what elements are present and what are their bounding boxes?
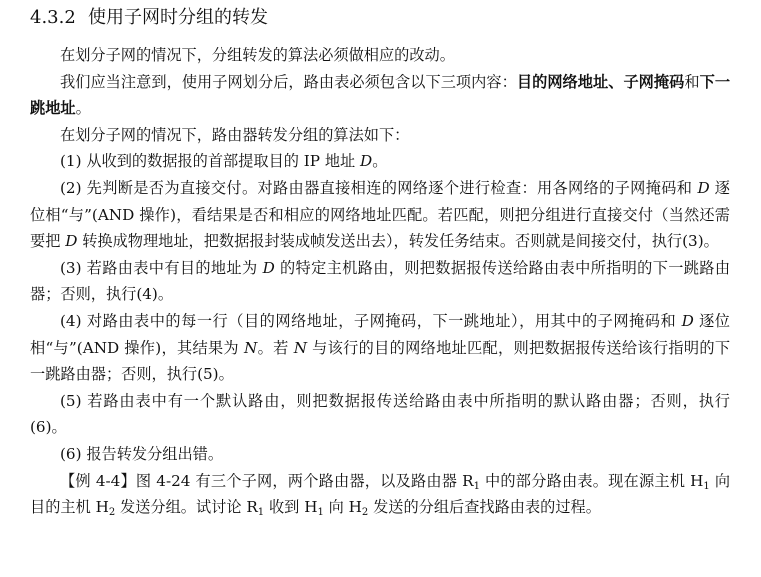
text: 逐位相“与”(AND 操作)，其结果为: [30, 311, 730, 357]
variable: D: [681, 311, 694, 330]
text: 和: [684, 72, 700, 91]
step-1: [30, 148, 730, 175]
text: 。若: [257, 338, 294, 357]
text: (3) 若路由表中有目的地址为: [60, 258, 263, 277]
subscript: 1: [703, 480, 710, 492]
variable: N: [293, 338, 308, 357]
variable: D: [65, 232, 78, 251]
paragraph-1: [30, 42, 730, 69]
text: (2) 先判断是否为直接交付。对路由器直接相连的网络逐个进行检查：用各网络的子网掩码和: [60, 178, 698, 197]
text: 中的部分路由表。现在源主机 H: [479, 471, 704, 490]
subscript: 2: [108, 507, 116, 519]
text: 与该行的目的网络地址匹配，则把数据报传送给该行指明的下一跳路由器；否则，执行(5)。: [30, 338, 731, 384]
step-3: [30, 255, 730, 308]
text: 。: [75, 99, 91, 118]
paragraph-3: [30, 122, 730, 149]
section-number: 4.3.2: [30, 7, 76, 28]
step-4: [30, 308, 730, 388]
text: 我们应当注意到，使用子网划分后，路由表必须包含以下三项内容：: [60, 72, 517, 91]
section-title: 使用子网时分组的转发: [88, 7, 268, 28]
text: (6) 报告转发分组出错。: [60, 444, 224, 463]
text: 在划分子网的情况下，分组转发的算法必须做相应的改动。: [60, 46, 455, 64]
text: 发送分组。试讨论 R: [115, 498, 258, 517]
bold-text: 下一跳地址: [30, 72, 731, 118]
variable: D: [360, 152, 373, 171]
text: 逐位相“与”(AND 操作)，看结果是否和相应的网络地址匹配。若匹配，则把分组进行直接交付（当然还需要把: [30, 178, 730, 251]
bold-text: 目的网络地址、子网掩码: [516, 72, 685, 91]
subscript: 1: [257, 507, 265, 519]
subscript: 1: [473, 480, 480, 492]
step-6: [30, 441, 730, 468]
text: 向 H: [323, 498, 362, 517]
subscript: 1: [317, 507, 324, 519]
variable: N: [244, 338, 258, 357]
text: (4) 对路由表中的每一行（目的网络地址，子网掩码，下一跳地址），用其中的子网掩码和: [60, 311, 682, 330]
step-5: [30, 388, 730, 441]
text: 发送的分组后查找路由表的过程。: [368, 498, 601, 517]
text: 收到 H: [264, 498, 318, 517]
text: 转换成物理地址，把数据报封装成帧发送出去），转发任务结束。否则就是间接交付，执行(3)。: [77, 232, 719, 251]
variable: D: [262, 258, 275, 277]
paragraph-2: [30, 69, 730, 122]
step-2: [30, 175, 730, 255]
text: 。: [372, 152, 388, 171]
example-4-4: [30, 468, 730, 521]
text: 的特定主机路由，则把数据报传送给路由表中所指明的下一跳路由器；否则，执行(4)。: [30, 258, 731, 304]
text: (1) 从收到的数据报的首部提取目的 IP 地址: [60, 152, 361, 171]
text: 向目的主机 H: [30, 471, 731, 517]
document-body: [30, 42, 730, 521]
subscript: 2: [361, 507, 369, 519]
section-heading: [30, 6, 268, 30]
text: 【例 4-4】图 4-24 有三个子网，两个路由器，以及路由器 R: [60, 471, 474, 490]
variable: D: [697, 178, 710, 197]
text: (5) 若路由表中有一个默认路由，则把数据报传送给路由表中所指明的默认路由器；否则，执行(6)。: [30, 391, 730, 437]
text: 在划分子网的情况下，路由器转发分组的算法如下：: [60, 125, 410, 144]
